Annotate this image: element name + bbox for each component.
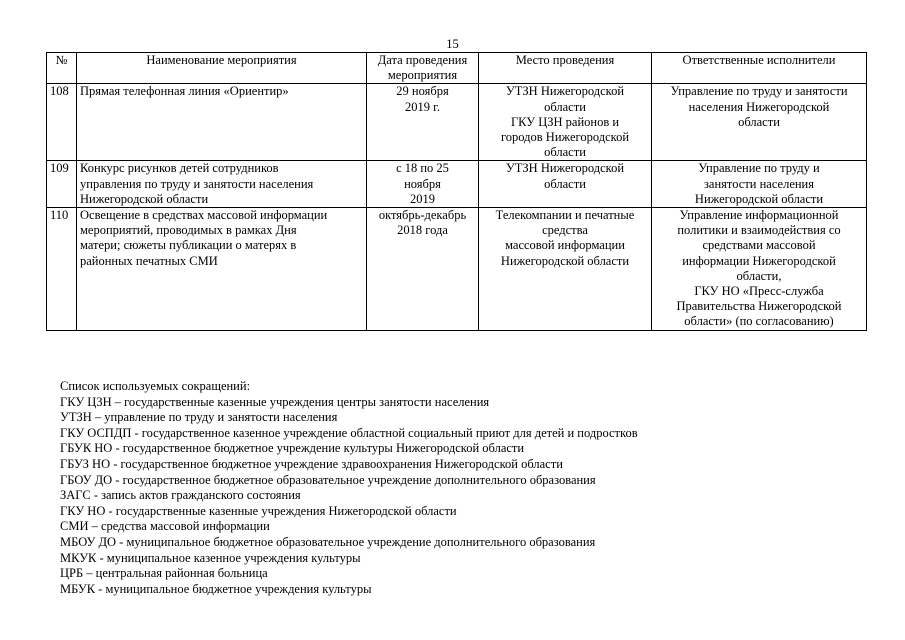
cell-line: ноября	[404, 176, 441, 191]
cell-line: Конкурс рисунков детей сотрудников	[80, 161, 279, 176]
row-number: 110	[47, 208, 77, 331]
cell-line: занятости населения	[703, 176, 814, 191]
abbreviation-item: МБУК - муниципальное бюджетное учреждения культуры	[60, 581, 372, 596]
table-row	[47, 161, 867, 208]
row-number: 108	[47, 84, 77, 161]
cell-line: области	[738, 114, 780, 129]
cell-line: 2019	[410, 191, 435, 206]
cell-line: средства	[542, 223, 588, 238]
cell-line: Управление информационной	[679, 208, 839, 223]
abbreviation-item: СМИ – средства массовой информации	[60, 519, 270, 534]
cell-line: ГКУ ЦЗН районов и	[510, 114, 620, 129]
abbreviation-item: ГБОУ ДО - государственное бюджетное образовательное учреждение дополнительного образования	[60, 472, 596, 487]
abbreviation-item: ГКУ ОСПДП - государственное казенное учреждение областной социальный приют для детей и подростков	[60, 425, 638, 440]
abbreviation-item: ГКУ ЦЗН – государственные казенные учреждения центры занятости населения	[60, 394, 490, 409]
cell-line: УТЗН Нижегородской	[505, 161, 625, 176]
abbreviations-heading: Список используемых сокращений:	[60, 379, 251, 393]
cell-line: мероприятий, проводимых в рамках Дня	[80, 223, 297, 238]
cell-line: УТЗН Нижегородской	[505, 84, 625, 99]
responsible-cell	[652, 208, 867, 331]
abbreviation-item: ЗАГС - запись актов гражданского состояния	[60, 488, 301, 503]
cell-line: районных печатных СМИ	[80, 253, 218, 268]
cell-line: политики и взаимодействия со	[677, 223, 841, 238]
header-date: Дата проведения мероприятия	[367, 53, 479, 84]
cell-line: 2019 г.	[405, 99, 440, 114]
event-name-cell	[77, 84, 367, 161]
cell-line: управления по труду и занятости населения	[80, 176, 314, 191]
responsible-cell	[652, 161, 867, 208]
cell-line: Освещение в средствах массовой информации	[80, 208, 328, 223]
cell-line: Прямая телефонная линия «Ориентир»	[80, 84, 289, 99]
event-name-cell	[77, 161, 367, 208]
cell-line: области	[544, 99, 586, 114]
cell-line: Нижегородской области	[80, 191, 209, 206]
cell-line: области	[544, 145, 586, 160]
abbreviation-item: ЦРБ – центральная районная больница	[60, 566, 268, 581]
cell-line: массовой информации	[505, 238, 625, 253]
cell-line: 29 ноября	[396, 84, 449, 99]
table-row	[47, 84, 867, 161]
event-name-cell	[77, 208, 367, 331]
date-cell	[367, 161, 479, 208]
header-responsible: Ответственные исполнители	[652, 53, 867, 84]
responsible-cell	[652, 84, 867, 161]
cell-line: ГКУ НО «Пресс-служба	[694, 284, 824, 299]
date-cell	[367, 84, 479, 161]
events-table	[46, 52, 867, 331]
date-cell	[367, 208, 479, 331]
cell-line: 2018 года	[397, 223, 448, 238]
cell-line: Правительства Нижегородской	[676, 299, 842, 314]
cell-line: области» (по согласованию)	[684, 314, 834, 329]
page-number: 15	[446, 37, 459, 51]
cell-line: средствами массовой	[702, 238, 816, 253]
cell-line: информации Нижегородской	[682, 253, 836, 268]
abbreviation-item: МКУК - муниципальное казенное учреждения культуры	[60, 550, 361, 565]
header-place: Место проведения	[479, 53, 652, 84]
cell-line: Нижегородской области	[694, 191, 824, 206]
cell-line: октябрь-декабрь	[378, 208, 467, 223]
header-event-name: Наименование мероприятия	[77, 53, 367, 84]
table-row	[47, 208, 867, 331]
abbreviation-item: ГБУК НО - государственное бюджетное учреждение культуры Нижегородской области	[60, 441, 525, 456]
place-cell	[479, 161, 652, 208]
cell-line: области,	[736, 268, 782, 283]
cell-line: Телекомпании и печатные	[495, 208, 635, 223]
abbreviation-item: УТЗН – управление по труду и занятости населения	[60, 410, 338, 425]
cell-line: Управление по труду и	[698, 161, 820, 176]
cell-line: Управление по труду и занятости	[670, 84, 848, 99]
cell-line: матери; сюжеты публикации о матерях в	[80, 238, 297, 253]
abbreviation-item: ГБУЗ НО - государственное бюджетное учреждение здравоохранения Нижегородской области	[60, 456, 563, 471]
abbreviation-item: ГКУ НО - государственные казенные учреждения Нижегородской области	[60, 503, 457, 518]
cell-line: городов Нижегородской	[500, 130, 630, 145]
cell-line: населения Нижегородской	[688, 99, 830, 114]
header-number: №	[47, 53, 77, 84]
cell-line: с 18 по 25	[396, 161, 449, 176]
table-header-row	[47, 53, 867, 84]
cell-line: Нижегородской области	[500, 253, 630, 268]
row-number: 109	[47, 161, 77, 208]
cell-line: области	[544, 176, 586, 191]
abbreviations-list	[60, 379, 880, 597]
place-cell	[479, 84, 652, 161]
abbreviation-item: МБОУ ДО - муниципальное бюджетное образовательное учреждение дополнительного образования	[60, 534, 596, 549]
place-cell	[479, 208, 652, 331]
